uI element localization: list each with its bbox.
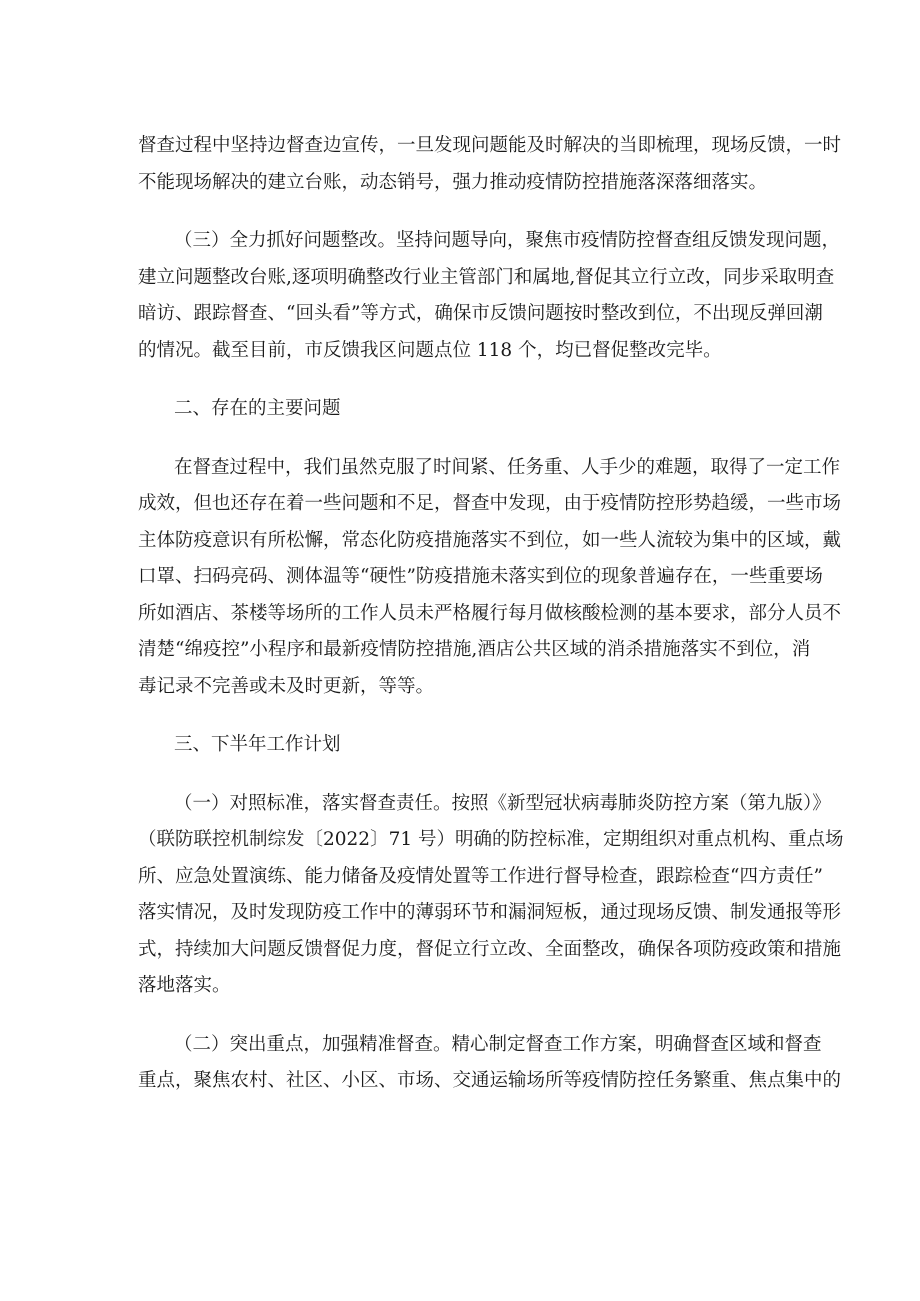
text-line: （二）突出重点，加强精准督查。精心制定督查工作方案，明确督查区域和督查 [174,1033,822,1055]
text-line: 在督查过程中，我们虽然克服了时间紧、任务重、人手少的难题，取得了一定工作 [174,456,841,478]
paragraph-plan-2 [138,1027,842,1100]
text-line: 落地落实。 [138,975,231,996]
text-line: 建立问题整改台账,逐项明确整改行业主管部门和属地,督促其立行立改，同步采取明查 [138,266,835,288]
text-line: 落实情况，及时发现防疫工作中的薄弱环节和漏洞短板，通过现场反馈、制发通报等形 [138,902,842,923]
text-line: 主体防疫意识有所松懈，常态化防疫措施落实不到位，如一些人流较为集中的区域，戴 [138,529,842,551]
text-line: 所、应急处置演练、能力储备及疫情处置等工作进行督导检查，跟踪检查“四方责任” [138,865,823,887]
paragraph-problems [138,450,842,706]
paragraph-continuation [138,128,842,201]
paragraph-plan-1 [138,786,844,1005]
text-line: 口罩、扫码亮码、测体温等“硬性”防疫措施未落实到位的现象普遍存在，一些重要场 [138,566,823,587]
text-line: 毒记录不完善或未及时更新，等等。 [138,675,435,697]
paragraph-rectification [138,223,841,369]
text-line: （一）对照标准，落实督查责任。按照《新型冠状病毒肺炎防控方案（第九版）》 [174,792,831,814]
text-line: （三）全力抓好问题整改。坚持问题导向，聚焦市疫情防控督查组反馈发现问题， [174,230,841,251]
text-line: 督查过程中坚持边督查边宣传，一旦发现问题能及时解决的当即梳理，现场反馈，一时 [138,135,842,156]
text-line: 重点，聚焦农村、社区、小区、市场、交通运输场所等疫情防控任务繁重、焦点集中的 [138,1070,842,1091]
text-line: 清楚“绵疫控”小程序和最新疫情防控措施,酒店公共区域的消杀措施落实不到位，消 [138,639,811,660]
section-heading-problems: 二、存在的主要问题 [174,398,341,419]
text-line: （联防联控机制综发〔2022〕71 号）明确的防控标准，定期组织对重点机构、重点场 [138,829,844,850]
text-line: 式，持续加大问题反馈督促力度，督促立行立改、全面整改，确保各项防疫政策和措施 [138,938,842,960]
text-line: 的情况。截至目前，市反馈我区问题点位 118 个，均已督促整改完毕。 [138,339,722,361]
text-line: 成效，但也还存在着一些问题和不足，督查中发现，由于疫情防控形势趋缓，一些市场 [138,493,842,514]
text-line: 所如酒店、茶楼等场所的工作人员未严格履行每月做核酸检测的基本要求，部分人员不 [138,602,842,624]
text-line: 暗访、跟踪督查、“回头看”等方式，确保市反馈问题按时整改到位，不出现反弹回潮 [138,303,823,324]
section-heading-plan: 三、下半年工作计划 [174,734,341,755]
document-body [138,128,844,1122]
text-line: 不能现场解决的建立台账，动态销号，强力推动疫情防控措施落深落细落实。 [138,171,768,193]
